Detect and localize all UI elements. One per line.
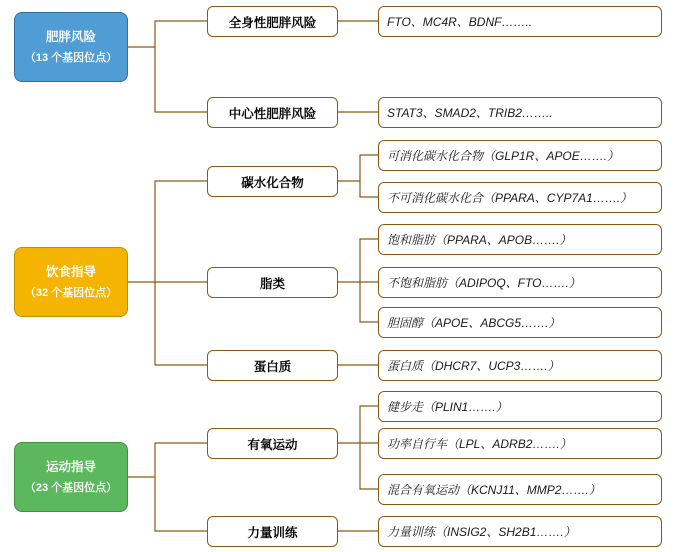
gene-list-protein[interactable]: 蛋白质（DHCR7、UCP3…….） bbox=[378, 350, 662, 381]
category-node-lipids[interactable]: 脂类 bbox=[207, 267, 338, 298]
gene-list-indigestible-carbs[interactable]: 不可消化碳水化合（PPARA、CYP7A1…….） bbox=[378, 182, 662, 213]
root-node-diet-guidance[interactable] bbox=[14, 247, 128, 317]
category-node-aerobic-exercise[interactable]: 有氧运动 bbox=[207, 428, 338, 459]
gene-list-general-obesity[interactable]: FTO、MC4R、BDNF…….. bbox=[378, 6, 662, 37]
root-node-title: 饮食指导 bbox=[45, 264, 96, 279]
root-node-subtitle: （13 个基因位点） bbox=[24, 51, 118, 64]
gene-list-digestible-carbs[interactable]: 可消化碳水化合物（GLP1R、APOE…….） bbox=[378, 140, 662, 171]
root-node-subtitle: （23 个基因位点） bbox=[24, 481, 118, 494]
gene-list-saturated-fat[interactable]: 饱和脂肪（PPARA、APOB…….） bbox=[378, 224, 662, 255]
root-node-title: 肥胖风险 bbox=[45, 29, 96, 44]
gene-list-unsaturated-fat[interactable]: 不饱和脂肪（ADIPOQ、FTO…….） bbox=[378, 267, 662, 298]
gene-list-cholesterol[interactable]: 胆固醇（APOE、ABCG5…….） bbox=[378, 307, 662, 338]
root-node-obesity-risk[interactable] bbox=[14, 12, 128, 82]
category-node-protein[interactable]: 蛋白质 bbox=[207, 350, 338, 381]
gene-list-stationary-bike[interactable]: 功率自行车（LPL、ADRB2…….） bbox=[378, 428, 662, 459]
root-node-title: 运动指导 bbox=[45, 459, 96, 474]
category-node-central-obesity[interactable]: 中心性肥胖风险 bbox=[207, 97, 338, 128]
category-node-general-obesity[interactable]: 全身性肥胖风险 bbox=[207, 6, 338, 37]
gene-list-strength-training[interactable]: 力量训练（INSIG2、SH2B1…….） bbox=[378, 516, 662, 547]
category-node-carbohydrates[interactable]: 碳水化合物 bbox=[207, 166, 338, 197]
gene-list-central-obesity[interactable]: STAT3、SMAD2、TRIB2…….. bbox=[378, 97, 662, 128]
category-node-strength-training[interactable]: 力量训练 bbox=[207, 516, 338, 547]
gene-list-mixed-aerobic[interactable]: 混合有氧运动（KCNJ11、MMP2…….） bbox=[378, 474, 662, 505]
gene-list-brisk-walking[interactable]: 健步走（PLIN1…….） bbox=[378, 391, 662, 422]
root-node-exercise-guidance[interactable] bbox=[14, 442, 128, 512]
root-node-subtitle: （32 个基因位点） bbox=[24, 286, 118, 299]
